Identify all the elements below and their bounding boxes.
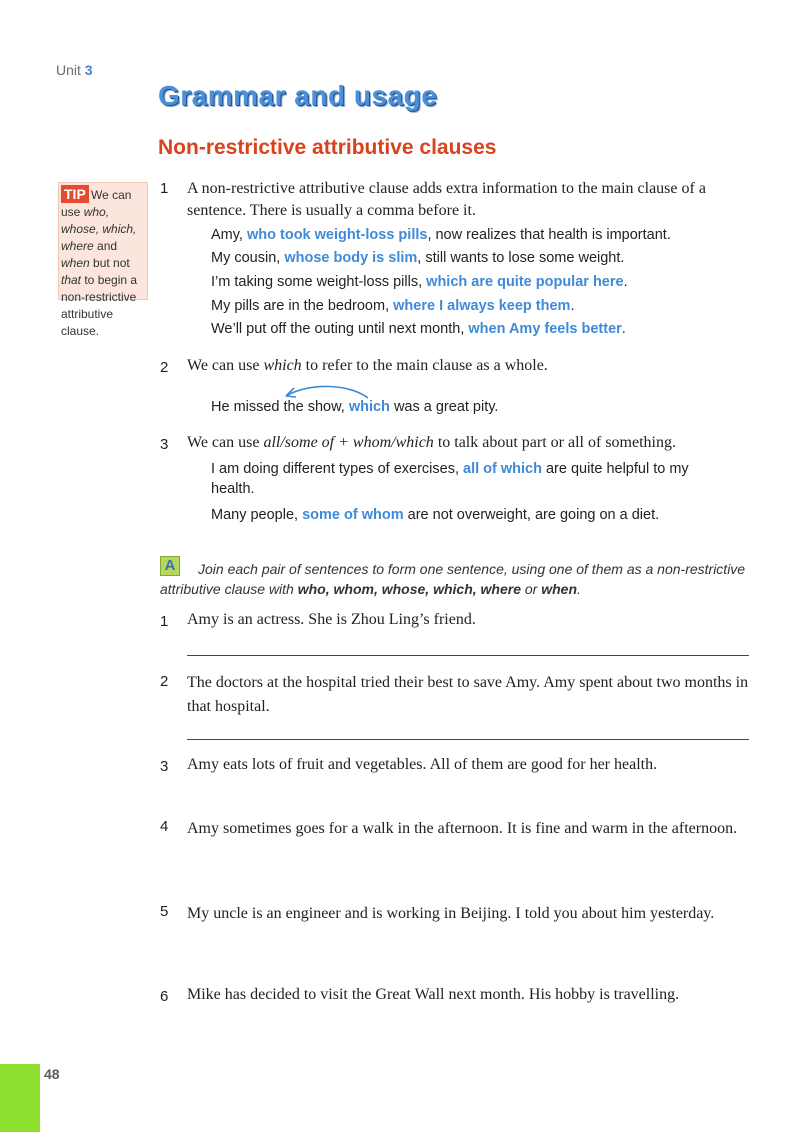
exercise-item-number: 4 [160,818,169,835]
exercise-instructions: Join each pair of sentences to form one sentence, using one of them as a non-restrictive attributive clause with who, whom, whose, which, where or when. [160,561,746,597]
rule-text: We can use all/some of + whom/which to talk about part or all of something. [187,434,676,451]
example-sentence: I’m taking some weight-loss pills, which are quite popular here. [211,274,628,290]
page-title: Grammar and usage [158,80,438,111]
example-sentence: We’ll put off the outing until next month, when Amy feels better. [211,321,626,337]
exercise-item-text: Amy is an actress. She is Zhou Ling’s friend. [187,611,476,628]
tip-tag: TIP [61,185,89,203]
page-number: 48 [44,1066,60,1082]
rule-text: We can use which to refer to the main clause as a whole. [187,357,548,374]
example-sentence: Many people, some of whom are not overweight, are going on a diet. [211,507,660,523]
exercise-a-icon: A [160,556,180,576]
section-subtitle: Non-restrictive attributive clauses [158,136,497,159]
unit-word: Unit [56,62,81,78]
exercise-item-number: 1 [160,613,169,630]
unit-label [56,62,93,78]
exercise-item-text: Amy eats lots of fruit and vegetables. All of them are good for her health. [187,756,658,773]
answer-line[interactable] [187,739,749,740]
exercise-item-number: 6 [160,988,169,1005]
tip-box [58,182,148,338]
page-corner-bar [0,1064,40,1132]
rule-number: 1 [160,180,169,197]
example-sentence: My pills are in the bedroom, where I always keep them. [211,298,575,314]
exercise-item-text: Mike has decided to visit the Great Wall next month. His hobby is travelling. [187,986,680,1003]
answer-line[interactable] [187,655,749,656]
rule-text: A non-restrictive attributive clause adds extra information to the main clause of a sentence. There is usually a comma before it. [187,180,706,219]
exercise-item-number: 2 [160,673,169,690]
exercise-item-text: The doctors at the hospital tried their best to save Amy. Amy spent about two months in that hospital. [187,674,749,715]
rule-number: 2 [160,359,169,376]
example-sentence: He missed the show, which was a great pity. [211,399,499,415]
unit-number: 3 [84,62,93,78]
exercise-item-text: Amy sometimes goes for a walk in the afternoon. It is fine and warm in the afternoon. [187,820,738,837]
rule-number: 3 [160,436,169,453]
example-sentence: I am doing different types of exercises, all of which are quite helpful to my health. [211,461,689,497]
exercise-item-text: My uncle is an engineer and is working in Beijing. I told you about him yesterday. [187,905,715,922]
example-sentence: My cousin, whose body is slim, still wants to lose some weight. [211,250,625,266]
exercise-item-number: 3 [160,758,169,775]
tip-text: We can use who, whose, which, where and when but not that to begin a non-restrictive attributive clause. [61,188,138,338]
exercise-item-number: 5 [160,903,169,920]
example-sentence: Amy, who took weight-loss pills, now realizes that health is important. [211,227,671,243]
